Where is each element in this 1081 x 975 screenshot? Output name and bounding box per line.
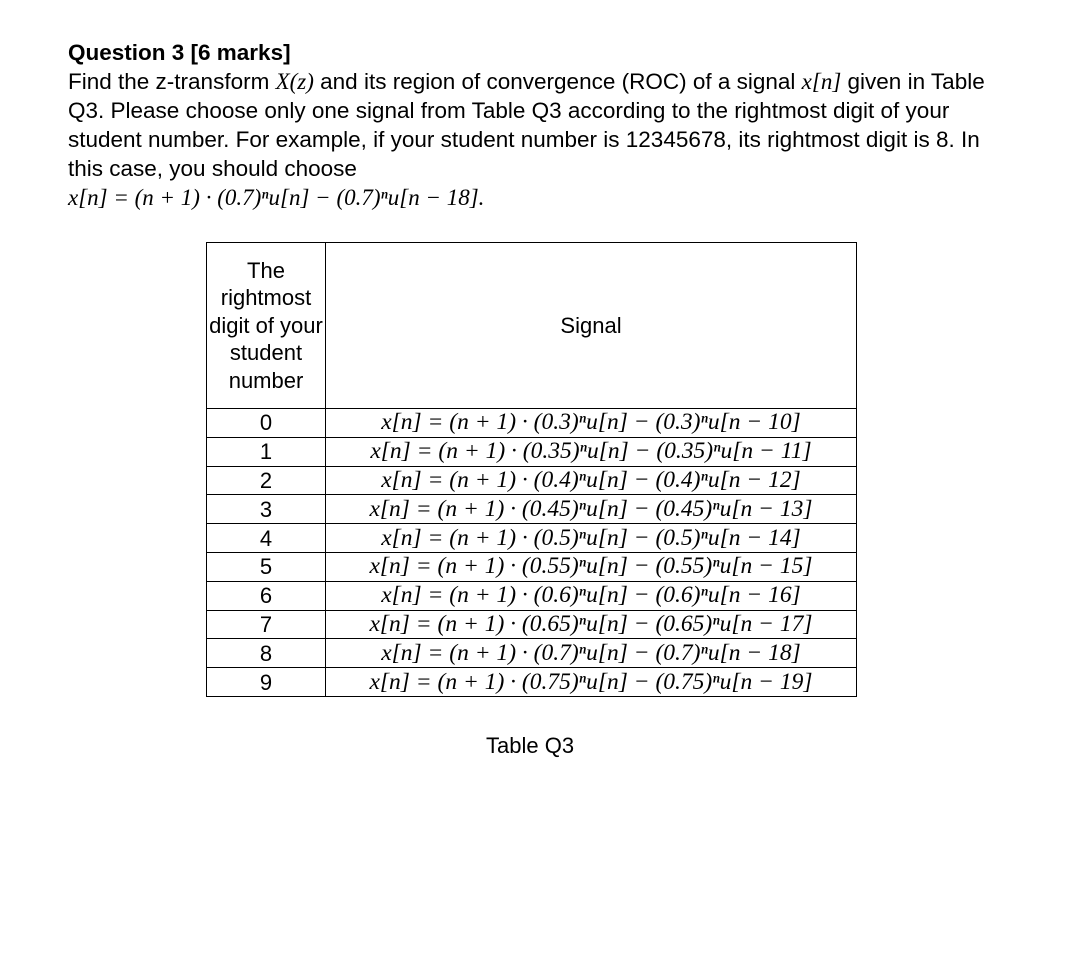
row-signal: x[n] = (n + 1) · (0.35)ⁿu[n] − (0.35)ⁿu[n − 11] <box>326 437 857 466</box>
signal-table <box>206 242 857 697</box>
row-signal: x[n] = (n + 1) · (0.4)ⁿu[n] − (0.4)ⁿu[n − 12] <box>326 466 857 495</box>
table-row <box>207 639 857 668</box>
row-digit: 9 <box>207 668 326 697</box>
header-digit: The rightmost digit of your student number <box>207 243 326 409</box>
question-title: Question 3 [6 marks] <box>68 40 291 65</box>
row-digit: 4 <box>207 524 326 553</box>
question-text-part1: Find the z-transform <box>68 69 276 94</box>
table-caption: Table Q3 <box>486 733 575 758</box>
row-signal: x[n] = (n + 1) · (0.75)ⁿu[n] − (0.75)ⁿu[n − 19] <box>326 668 857 697</box>
table-header-row <box>207 243 857 409</box>
table-row <box>207 466 857 495</box>
row-digit: 2 <box>207 466 326 495</box>
row-signal: x[n] = (n + 1) · (0.65)ⁿu[n] − (0.65)ⁿu[n − 17] <box>326 610 857 639</box>
question-text <box>68 67 1018 183</box>
header-signal: Signal <box>326 243 857 409</box>
table-row <box>207 495 857 524</box>
row-signal: x[n] = (n + 1) · (0.45)ⁿu[n] − (0.45)ⁿu[n − 13] <box>326 495 857 524</box>
table-row <box>207 610 857 639</box>
question-text-part2: and its region of convergence (ROC) of a signal <box>313 69 802 94</box>
row-digit: 6 <box>207 581 326 610</box>
row-signal: x[n] = (n + 1) · (0.55)ⁿu[n] − (0.55)ⁿu[n − 15] <box>326 552 857 581</box>
row-signal: x[n] = (n + 1) · (0.7)ⁿu[n] − (0.7)ⁿu[n − 18] <box>326 639 857 668</box>
row-signal: x[n] = (n + 1) · (0.3)ⁿu[n] − (0.3)ⁿu[n − 10] <box>326 409 857 438</box>
row-digit: 8 <box>207 639 326 668</box>
table-row <box>207 437 857 466</box>
question-block <box>68 38 1018 212</box>
row-signal: x[n] = (n + 1) · (0.6)ⁿu[n] − (0.6)ⁿu[n − 16] <box>326 581 857 610</box>
row-digit: 3 <box>207 495 326 524</box>
row-digit: 1 <box>207 437 326 466</box>
table-row <box>207 552 857 581</box>
question-text-part3: given in Table Q3. Please choose only one signal from Table Q3 according to the rightmost digit of your student number. For example, if your student number is 12345678, its rightmost digit is 8. In this case, you should choose <box>68 69 985 181</box>
table-row <box>207 409 857 438</box>
example-formula: x[n] = (n + 1) · (0.7)ⁿu[n] − (0.7)ⁿu[n − 18]. <box>68 185 485 210</box>
table-row <box>207 524 857 553</box>
table-row <box>207 581 857 610</box>
row-digit: 0 <box>207 409 326 438</box>
table-row <box>207 668 857 697</box>
row-signal: x[n] = (n + 1) · (0.5)ⁿu[n] − (0.5)ⁿu[n − 14] <box>326 524 857 553</box>
row-digit: 5 <box>207 552 326 581</box>
math-xn: x[n] <box>801 69 842 94</box>
table-body <box>207 409 857 697</box>
math-xz: X(z) <box>275 69 314 94</box>
row-digit: 7 <box>207 610 326 639</box>
